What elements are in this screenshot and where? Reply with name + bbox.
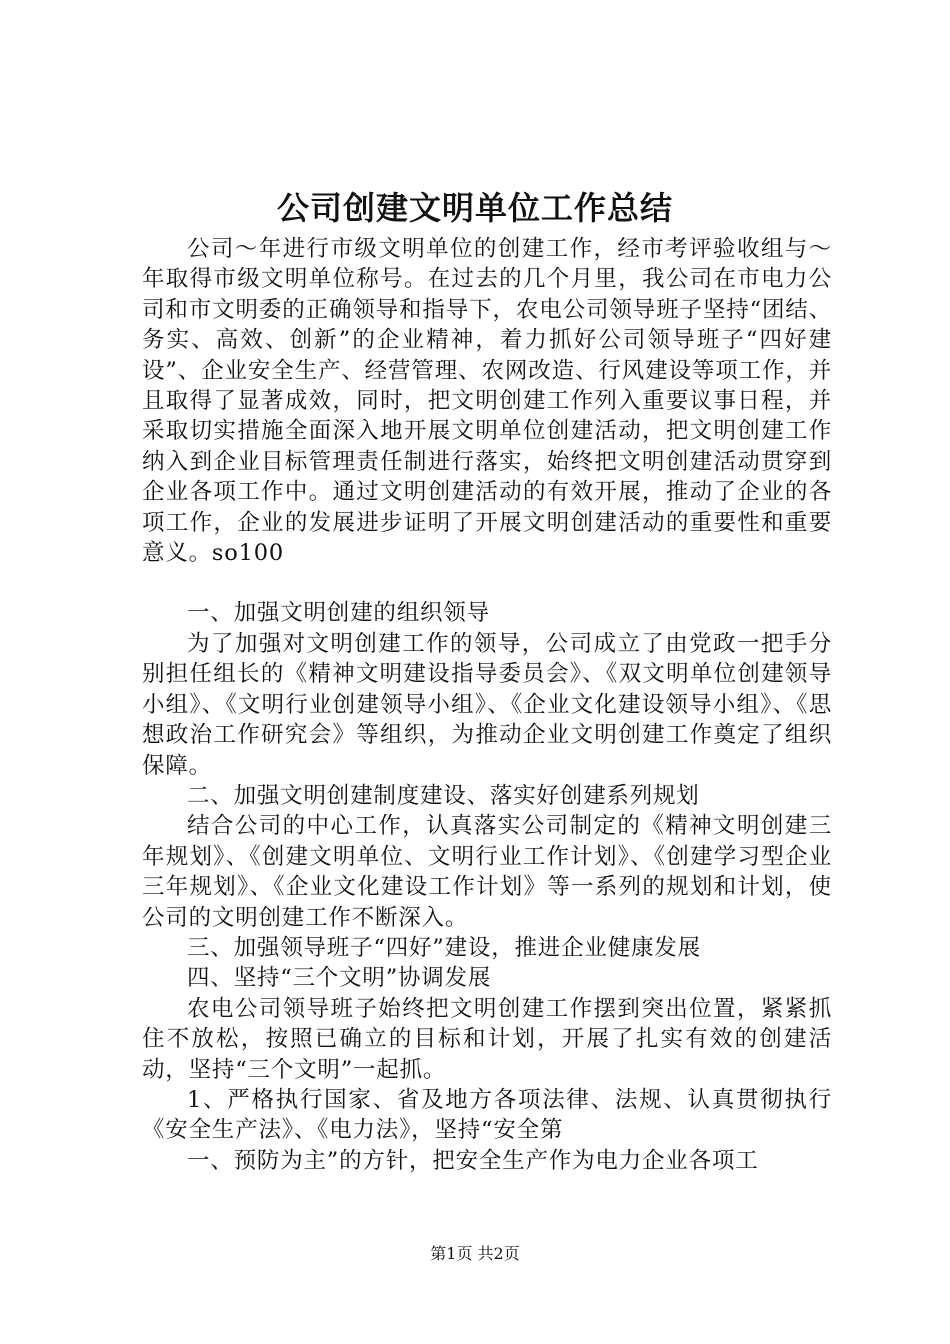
page-footer: 第1页 共2页 [430,1244,520,1263]
section-heading-4: 四、坚持“三个文明”协调发展 [187,965,492,992]
paragraph-continuation: 一、预防为主”的方针，把安全生产作为电力企业各项工 [187,1147,759,1174]
paragraph-item-1: 1、严格执行国家、省及地方各项法律、法规、认真贯彻执行《安全生产法》、《电力法》，坚持“安全第 [142,1086,832,1144]
page-title: 公司创建文明单位工作总结 [276,189,673,227]
paragraph-intro: 公司～年进行市级文明单位的创建工作，经市考评验收组与～年取得市级文明单位称号。在过去的几个月里，我公司在市电力公司和市文明委的正确领导和指导下，农电公司领导班子坚持“团结、务实、高效、创新”的企业精神，着力抓好公司领导班子“四好建设”、企业安全生产、经营管理、农网改造、行风建设等项工作，并且取得了显著成效，同时，把文明创建工作列入重要议事日程，并采取切实措施全面深入地开展文明单位创建活动，把文明创建工作纳入到企业目标管理责任制进行落实，始终把文明创建活动贯穿到企业各项工作中。通过文明创建活动的有效开展，推动了企业的各项工作，企业的发展进步证明了开展文明创建活动的重要性和重要意义。so100 [142,236,832,567]
paragraph-coordination: 农电公司领导班子始终把文明创建工作摆到突出位置，紧紧抓住不放松，按照已确立的目标和计划，开展了扎实有效的创建活动，坚持“三个文明”一起抓。 [142,995,832,1083]
paragraph-organization: 为了加强对文明创建工作的领导，公司成立了由党政一把手分别担任组长的《精神文明建设指导委员会》、《双文明单位创建领导小组》、《文明行业创建领导小组》、《企业文化建设领导小组》、《思想政治工作研究会》等组织，为推动企业文明创建工作奠定了组织保障。 [142,630,832,779]
section-heading-1: 一、加强文明创建的组织领导 [187,600,490,627]
section-heading-3: 三、加强领导班子“四好”建设，推进企业健康发展 [187,934,701,961]
section-heading-2: 二、加强文明创建制度建设、落实好创建系列规划 [187,782,700,809]
document-body [142,234,832,1176]
paragraph-planning: 结合公司的中心工作，认真落实公司制定的《精神文明创建三年规划》、《创建文明单位、文明行业工作计划》、《创建学习型企业三年规划》、《企业文化建设工作计划》等一系列的规划和计划，使公司的文明创建工作不断深入。 [142,813,832,931]
